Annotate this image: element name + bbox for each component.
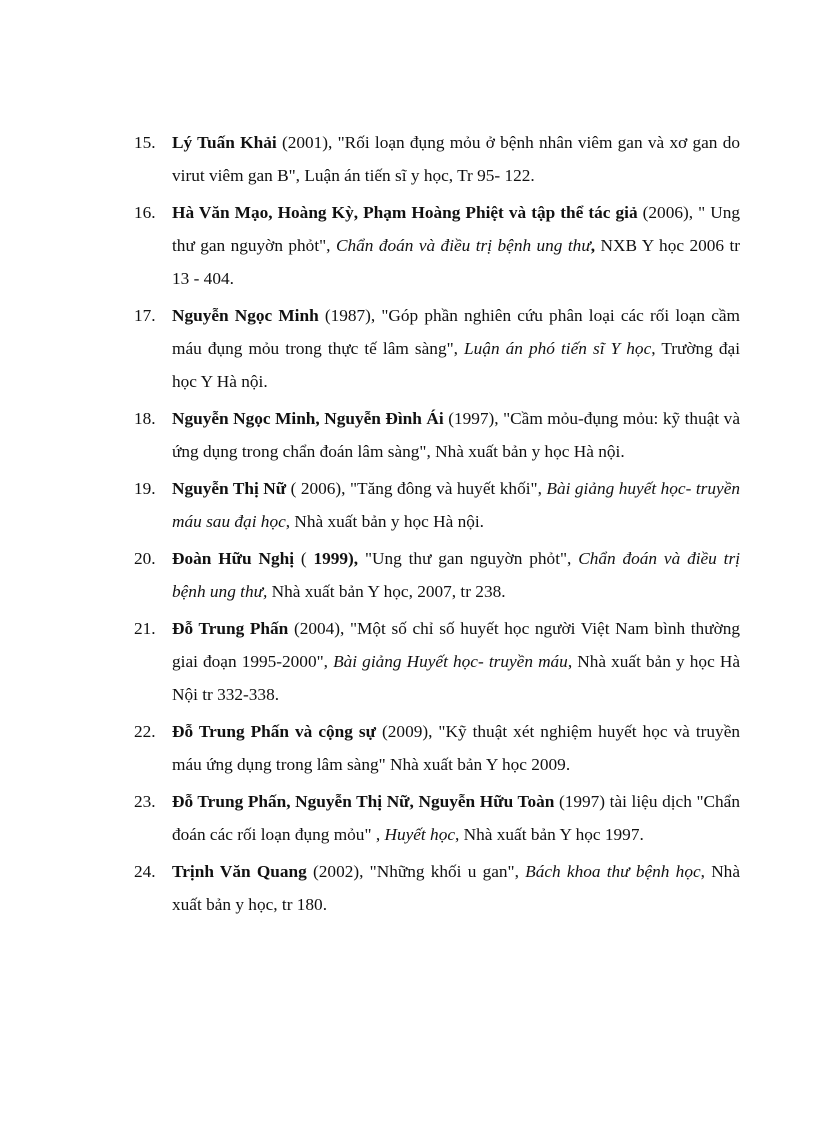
reference-number: 20. bbox=[134, 549, 156, 568]
reference-author: Lý Tuấn Khải bbox=[172, 133, 277, 152]
reference-text: ( bbox=[294, 549, 314, 568]
reference-number: 21. bbox=[134, 619, 156, 638]
reference-title: Huyết học bbox=[384, 825, 456, 844]
reference-author: Nguyễn Ngọc Minh, Nguyễn Đình Ái bbox=[172, 409, 444, 428]
reference-text: (1997) tài liệu dịch "Chẩn đoán các rối loạn đụng mỏu" , bbox=[172, 792, 740, 844]
reference-text: "Ung thư gan nguyờn phỏt", bbox=[358, 549, 579, 568]
reference-number: 15. bbox=[134, 133, 156, 152]
reference-text: (1997), "Cầm mỏu-đụng mỏu: kỹ thuật và ứng dụng trong chẩn đoán lâm sàng", Nhà xuất bản y học Hà nội. bbox=[172, 409, 740, 461]
reference-text: , Nhà xuất bản y học Hà Nội tr 332-338. bbox=[172, 652, 740, 704]
reference-number: 24. bbox=[134, 862, 156, 881]
reference-item bbox=[126, 612, 740, 711]
reference-item bbox=[126, 715, 740, 781]
reference-item bbox=[126, 402, 740, 468]
reference-text: Nhà xuất bản Y học, 2007, tr 238. bbox=[267, 582, 506, 601]
reference-item bbox=[126, 855, 740, 921]
reference-author: Đỗ Trung Phấn và cộng sự bbox=[172, 722, 377, 741]
reference-item bbox=[126, 299, 740, 398]
reference-title: Bài giảng huyết học- truyền máu sau đại học bbox=[172, 479, 740, 531]
reference-text: (2006), " Ung thư gan nguyờn phỏt", bbox=[172, 203, 740, 255]
reference-item bbox=[126, 126, 740, 192]
reference-author: Nguyễn Thị Nữ bbox=[172, 479, 287, 498]
reference-number: 19. bbox=[134, 479, 156, 498]
reference-author: Trịnh Văn Quang bbox=[172, 862, 307, 881]
reference-text: (2001), "Rối loạn đụng mỏu ở bệnh nhân viêm gan và xơ gan do virut viêm gan B", Luận án tiến sĩ y học, Tr 95- 122. bbox=[172, 133, 740, 185]
reference-number: 18. bbox=[134, 409, 156, 428]
reference-text: (2009), "Kỹ thuật xét nghiệm huyết học và truyền máu ứng dụng trong lâm sàng" Nhà xuất bản Y học 2009. bbox=[172, 722, 740, 774]
reference-text: , Nhà xuất bản Y học 1997. bbox=[455, 825, 644, 844]
reference-title: Chẩn đoán và điều trị bệnh ung thư, bbox=[172, 549, 741, 601]
reference-title: Bách khoa thư bệnh học bbox=[525, 862, 701, 881]
reference-number: 16. bbox=[134, 203, 156, 222]
reference-text: (2002), "Những khối u gan", bbox=[306, 862, 526, 881]
reference-title: Luận án phó tiến sĩ Y học bbox=[464, 339, 652, 358]
reference-title: Bài giảng Huyết học- truyền máu bbox=[333, 652, 568, 671]
reference-text: NXB Y học 2006 tr 13 - 404. bbox=[172, 236, 740, 288]
reference-author: 1999), bbox=[313, 549, 359, 568]
reference-author: Hà Văn Mạo, Hoàng Kỳ, Phạm Hoàng Phiệt và tập thể tác giả bbox=[172, 203, 638, 222]
reference-list bbox=[126, 126, 740, 925]
reference-text: , Trường đại học Y Hà nội. bbox=[172, 339, 741, 391]
reference-number: 22. bbox=[134, 722, 156, 741]
reference-item bbox=[126, 472, 740, 538]
reference-title: Chẩn đoán và điều trị bệnh ung thư bbox=[335, 236, 591, 255]
reference-text: (1987), "Góp phần nghiên cứu phân loại các rối loạn cầm máu đụng mỏu trong thực tế lâm sàng", bbox=[172, 306, 740, 358]
reference-text: ( 2006), "Tăng đông và huyết khối", bbox=[286, 479, 547, 498]
reference-author: Đỗ Trung Phấn bbox=[172, 619, 289, 638]
reference-number: 23. bbox=[134, 792, 156, 811]
reference-item bbox=[126, 196, 740, 295]
reference-author: Đoàn Hữu Nghị bbox=[172, 549, 295, 568]
reference-author: Nguyễn Ngọc Minh bbox=[172, 306, 319, 325]
reference-number: 17. bbox=[134, 306, 156, 325]
reference-text: , Nhà xuất bản y học Hà nội. bbox=[285, 512, 484, 531]
reference-item bbox=[126, 785, 740, 851]
reference-author: Đỗ Trung Phấn, Nguyễn Thị Nữ, Nguyễn Hữu Toàn bbox=[172, 792, 555, 811]
reference-item bbox=[126, 542, 740, 608]
reference-text: , Nhà xuất bản y học, tr 180. bbox=[172, 862, 740, 914]
reference-author: , bbox=[590, 236, 596, 255]
reference-text: (2004), "Một số chỉ số huyết học người Việt Nam bình thường giai đoạn 1995-2000", bbox=[172, 619, 740, 671]
